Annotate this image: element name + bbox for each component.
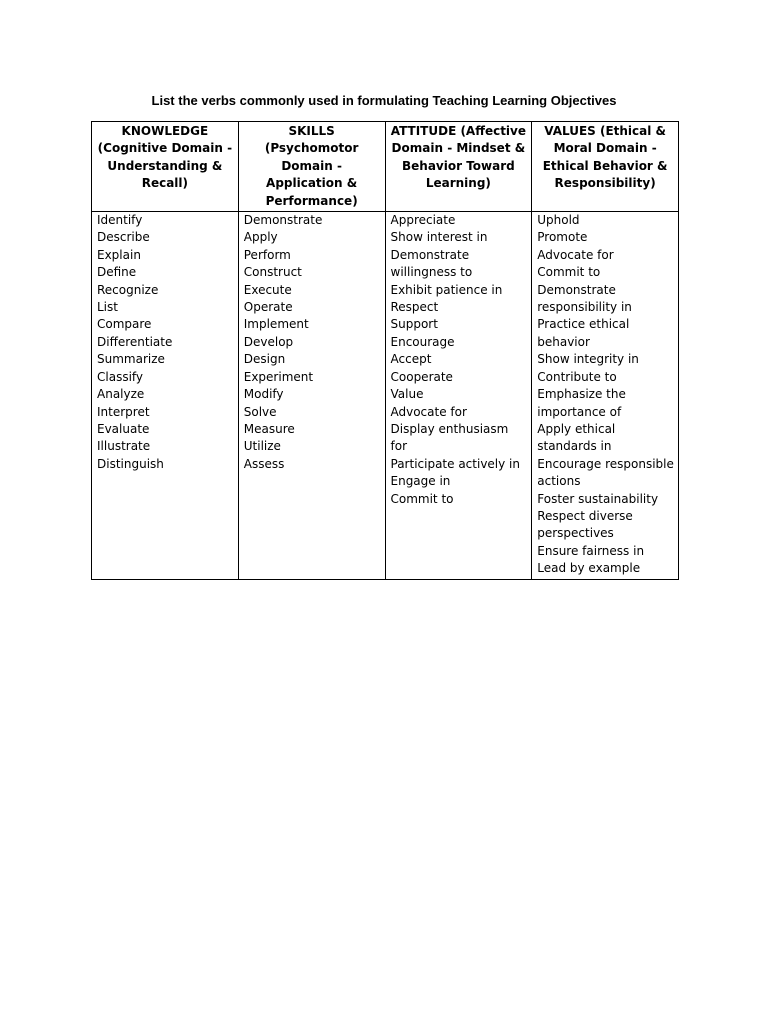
verb-item: Demonstrate willingness to bbox=[390, 247, 473, 280]
verb-item: Evaluate bbox=[97, 421, 150, 436]
verb-item: Promote bbox=[537, 230, 588, 245]
verb-item: Commit to bbox=[537, 265, 601, 280]
verb-item: Interpret bbox=[97, 404, 150, 419]
verbs-table bbox=[91, 121, 679, 580]
verb-item: Describe bbox=[97, 230, 150, 245]
verb-item: Distinguish bbox=[97, 456, 164, 471]
header-knowledge: KNOWLEDGE (Cognitive Domain - Understanding & Recall) bbox=[92, 122, 239, 212]
verb-item: Foster sustainability bbox=[537, 491, 659, 506]
verb-item: Exhibit patience in bbox=[390, 282, 503, 297]
header-row bbox=[92, 122, 679, 212]
verb-item: Show interest in bbox=[390, 230, 488, 245]
verb-item: Demonstrate responsibility in bbox=[537, 282, 632, 315]
verb-item: Emphasize the importance of bbox=[537, 387, 626, 419]
verb-item: Analyze bbox=[97, 387, 145, 402]
verb-item: Encourage bbox=[390, 334, 455, 349]
verb-item: Appreciate bbox=[390, 213, 456, 228]
verb-item: Develop bbox=[243, 334, 294, 349]
verb-item: Summarize bbox=[97, 352, 165, 367]
verb-item: Advocate for bbox=[537, 247, 614, 262]
knowledge-verb-list bbox=[97, 212, 234, 473]
verb-item: Operate bbox=[243, 300, 293, 315]
verb-item: Practice ethical behavior bbox=[537, 317, 630, 349]
skills-verbs-cell bbox=[238, 212, 385, 580]
verb-item: Respect diverse perspectives bbox=[537, 508, 633, 541]
verb-item: Perform bbox=[243, 247, 291, 262]
attitude-verbs-cell bbox=[385, 212, 532, 580]
verb-item: Solve bbox=[243, 404, 277, 419]
document-title: List the verbs commonly used in formulating Teaching Learning Objectives bbox=[151, 93, 617, 108]
verb-item: Participate actively in bbox=[390, 456, 520, 471]
verb-item: Differentiate bbox=[97, 334, 173, 349]
values-verb-list bbox=[537, 212, 674, 578]
verb-item: Value bbox=[390, 387, 424, 402]
values-verbs-cell bbox=[532, 212, 679, 580]
verbs-row bbox=[92, 212, 679, 580]
verb-item: Respect bbox=[390, 300, 439, 315]
header-values: VALUES (Ethical & Moral Domain - Ethical Behavior & Responsibility) bbox=[532, 122, 679, 212]
verb-item: Encourage responsible actions bbox=[537, 456, 674, 489]
verb-item: List bbox=[97, 300, 118, 315]
attitude-verb-list bbox=[391, 212, 528, 508]
skills-verb-list bbox=[244, 212, 381, 473]
verb-item: Measure bbox=[243, 421, 295, 436]
verb-item: Uphold bbox=[537, 213, 580, 228]
verb-item: Assess bbox=[243, 456, 285, 471]
verb-item: Implement bbox=[243, 317, 309, 332]
verb-item: Design bbox=[243, 352, 286, 367]
verb-item: Lead by example bbox=[537, 561, 641, 576]
verb-item: Compare bbox=[97, 317, 152, 332]
verb-item: Demonstrate bbox=[243, 213, 323, 228]
verb-item: Experiment bbox=[243, 369, 314, 384]
verb-item: Display enthusiasm for bbox=[390, 421, 509, 454]
verb-item: Show integrity in bbox=[537, 352, 639, 367]
verb-item: Commit to bbox=[390, 491, 454, 506]
verb-item: Accept bbox=[390, 352, 432, 367]
verb-item: Explain bbox=[97, 247, 141, 262]
verb-item: Cooperate bbox=[390, 369, 453, 384]
verb-item: Apply ethical standards in bbox=[537, 421, 616, 454]
verb-item: Identify bbox=[97, 213, 143, 228]
verb-item: Advocate for bbox=[390, 404, 467, 419]
verb-item: Illustrate bbox=[97, 439, 151, 454]
header-skills: SKILLS (Psychomotor Domain - Application & Performance) bbox=[238, 122, 385, 212]
verb-item: Contribute to bbox=[537, 369, 617, 384]
verb-item: Engage in bbox=[390, 474, 451, 489]
header-attitude: ATTITUDE (Affective Domain - Mindset & Behavior Toward Learning) bbox=[385, 122, 532, 212]
verb-item: Classify bbox=[97, 369, 144, 384]
verb-item: Define bbox=[97, 265, 137, 280]
verb-item: Apply bbox=[243, 230, 278, 245]
verb-item: Support bbox=[390, 317, 438, 332]
verb-item: Execute bbox=[243, 282, 292, 297]
verb-item: Construct bbox=[243, 265, 302, 280]
verb-item: Modify bbox=[243, 387, 284, 402]
knowledge-verbs-cell bbox=[92, 212, 239, 580]
verb-item: Ensure fairness in bbox=[537, 543, 645, 558]
verb-item: Utilize bbox=[243, 439, 281, 454]
verb-item: Recognize bbox=[97, 282, 159, 297]
